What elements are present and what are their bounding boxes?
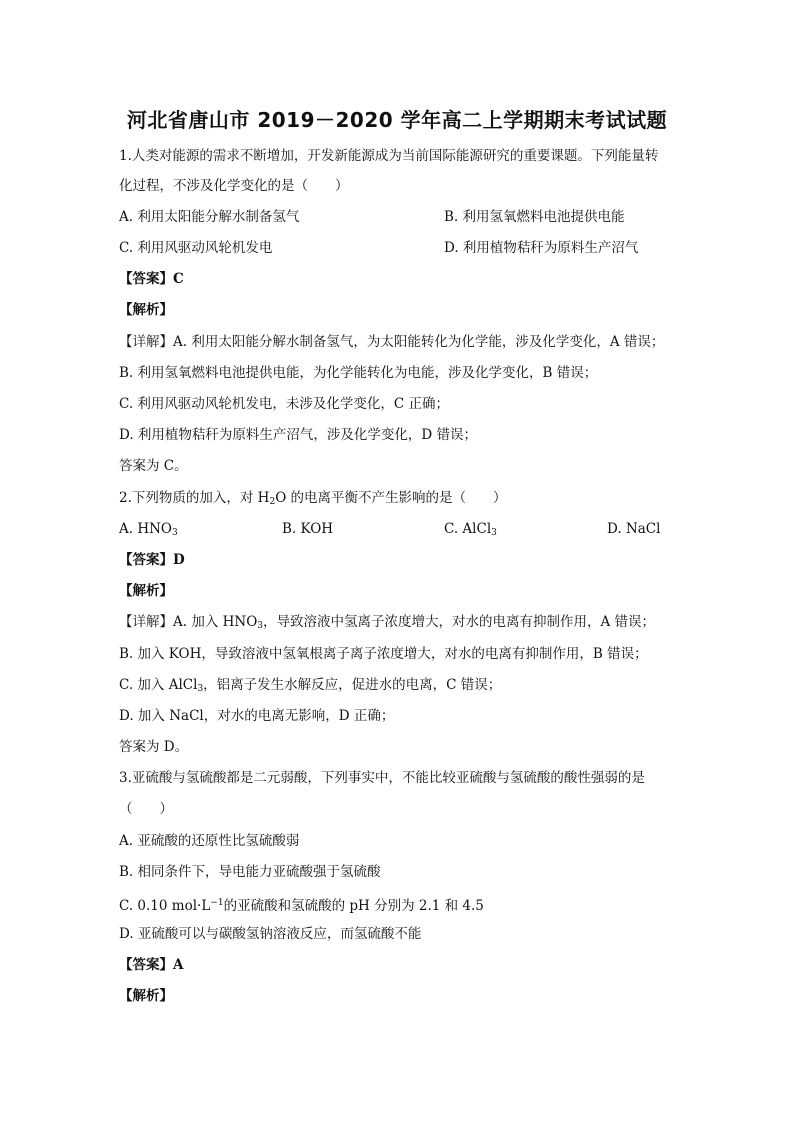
q2-analysis-heading: 【解析】 [119, 583, 173, 599]
q1-detail-4: D. 利用植物秸秆为原料生产沼气，涉及化学变化，D 错误； [119, 427, 478, 443]
q1-detail-2: B. 利用氢氧燃料电池提供电能，为化学能转化为电能，涉及化学变化，B 错误； [119, 365, 598, 381]
q1-stem-line2: 化过程，不涉及化学变化的是（ ） [119, 178, 349, 194]
q1-option-a: A. 利用太阳能分解水制备氢气 [119, 209, 300, 225]
q1-option-c: C. 利用风驱动风轮机发电 [119, 240, 273, 256]
q1-analysis-heading: 【解析】 [119, 302, 173, 318]
q2-option-d: D. NaCl [607, 521, 661, 537]
q2-detail-2: B. 加入 KOH，导致溶液中氢氧根离子离子浓度增大，对水的电离有抑制作用，B 错误； [119, 646, 648, 662]
q2-answer: 【答案】D [119, 552, 185, 568]
q3-option-b: B. 相同条件下，导电能力亚硫酸强于氢硫酸 [119, 864, 381, 880]
q1-option-b: B. 利用氢氧燃料电池提供电能 [444, 209, 625, 225]
q1-option-d: D. 利用植物秸秆为原料生产沼气 [444, 240, 639, 256]
q1-conclusion: 答案为 C。 [119, 458, 188, 474]
q2-option-b: B. KOH [282, 521, 334, 537]
q2-stem: 2.下列物质的加入，对 $H_2O$ 的电离平衡不产生影响的是（ ） [119, 490, 507, 507]
q3-option-d: D. 亚硫酸可以与碳酸氢钠溶液反应，而氢硫酸不能 [119, 926, 422, 942]
page-title: 河北省唐山市 2019－2020 学年高二上学期期末考试试题 [126, 108, 668, 132]
q1-detail-3: C. 利用风驱动风轮机发电，未涉及化学变化，C 正确； [119, 396, 450, 412]
q2-detail-3: C. 加入 AlCl$_3$，铝离子发生水解反应，促进水的电离，C 错误； [119, 677, 502, 694]
q3-option-a: A. 亚硫酸的还原性比氢硫酸弱 [119, 833, 300, 849]
q2-detail-4: D. 加入 NaCl，对水的电离无影响，D 正确； [119, 708, 395, 724]
q3-stem-line2: （ ） [119, 801, 173, 817]
q1-detail-1: 【详解】A. 利用太阳能分解水制备氢气，为太阳能转化为化学能，涉及化学变化，A 错误； [119, 334, 665, 350]
q2-conclusion: 答案为 D。 [119, 739, 189, 755]
q2-option-c: C. AlCl$_3$ [444, 521, 497, 538]
q3-option-c: C. 0.10 $mol\cdot L^{-1}$的亚硫酸和氢硫酸的 pH 分别为 2.1 和 4.5 [119, 898, 484, 914]
q3-stem-line1: 3.亚硫酸与氢硫酸都是二元弱酸，下列事实中，不能比较亚硫酸与氢硫酸的酸性强弱的是 [119, 770, 645, 786]
q3-answer: 【答案】A [119, 957, 184, 973]
q3-analysis-heading: 【解析】 [119, 988, 173, 1004]
q2-option-a: A. $HNO_3$ [119, 521, 178, 538]
q1-answer: 【答案】C [119, 271, 184, 287]
q2-detail-1: 【详解】A. 加入 $HNO_3$，导致溶液中氢离子浓度增大，对水的电离有抑制作用，A 错误； [119, 614, 656, 631]
q1-stem-line1: 1.人类对能源的需求不断增加，开发新能源成为当前国际能源研究的重要课题。下列能量转 [119, 148, 659, 164]
